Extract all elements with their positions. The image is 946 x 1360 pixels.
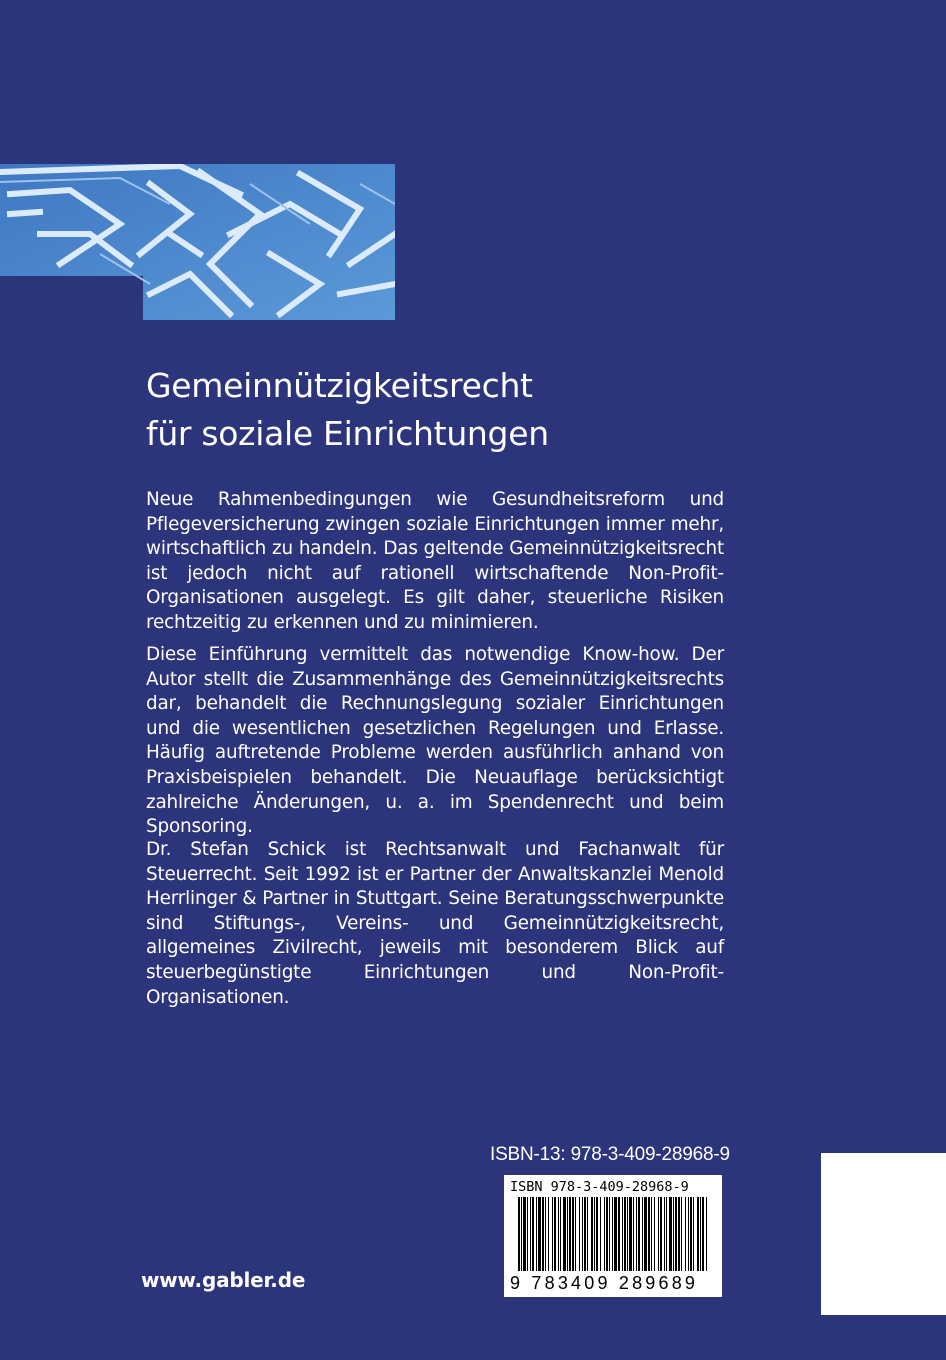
- barcode-bar: [569, 1197, 571, 1271]
- barcode-bar: [673, 1197, 674, 1271]
- barcode-bar: [636, 1197, 637, 1271]
- title-line-2: für soziale Einrichtungen: [146, 414, 549, 453]
- barcode-bar: [591, 1197, 593, 1271]
- barcode-bar: [532, 1197, 534, 1271]
- title-line-1: Gemeinnützigkeitsrecht: [146, 366, 533, 405]
- price-sticker-area: [821, 1153, 946, 1315]
- barcode-bar: [658, 1197, 659, 1271]
- publisher-website: www.gabler.de: [141, 1268, 306, 1292]
- barcode-bar: [642, 1197, 643, 1271]
- barcode-bar: [600, 1197, 601, 1271]
- barcode-bar: [648, 1197, 650, 1271]
- barcode-bar: [612, 1197, 613, 1271]
- barcode-bar: [624, 1197, 626, 1271]
- barcode-bar: [560, 1197, 561, 1271]
- barcode: [504, 1175, 722, 1297]
- barcode-bar: [527, 1197, 528, 1271]
- barcode-bar: [572, 1197, 574, 1271]
- description-paragraph-1: Neue Rahmenbedingungen wie Gesundheitsreform und Pflegeversicherung zwingen soziale Einrichtungen immer mehr, wirtschaftlich zu handeln. Das geltende Gemeinnützigkeitsrecht ist jedoch nicht auf rationell wirtschaftende Non-Profit-Organisationen ausgelegt. Es gilt daher, steuerliche Risiken rechtzeitig zu erkennen und zu minimieren.: [146, 489, 724, 633]
- description-paragraph-2: Diese Einführung vermittelt das notwendige Know-how. Der Autor stellt die Zusammenhänge des Gemeinnützigkeitsrechts dar, behandelt die Rechnungslegung sozialer Einrichtungen und die wesentlichen gesetzlichen Regelungen und Erlasse. Häufig auftretende Probleme werden ausführlich anhand von Praxisbeispielen behandelt. Die Neuauflage berücksichtigt zahlreiche Änderungen, u. a. im Spendenrecht und beim Sponsoring.: [146, 644, 724, 838]
- barcode-bar: [666, 1197, 667, 1271]
- barcode-bar: [579, 1197, 580, 1271]
- barcode-bar: [654, 1197, 655, 1271]
- barcode-bar: [690, 1197, 692, 1271]
- barcode-digits: 9 783409 289689: [510, 1273, 699, 1293]
- barcode-bar: [518, 1197, 520, 1271]
- barcode-bar: [523, 1197, 526, 1271]
- barcode-bar: [688, 1197, 689, 1271]
- barcode-bar: [678, 1197, 680, 1271]
- barcode-bar: [538, 1197, 541, 1271]
- barcode-bar: [596, 1197, 598, 1271]
- barcode-bar: [644, 1197, 647, 1271]
- maze-cover-image: [0, 164, 395, 320]
- barcode-bar: [606, 1197, 608, 1271]
- barcode-bar: [622, 1197, 623, 1271]
- barcode-bar: [681, 1197, 682, 1271]
- barcode-isbn-text: ISBN 978-3-409-28968-9: [510, 1179, 689, 1195]
- barcode-bar: [685, 1197, 686, 1271]
- barcode-bar: [633, 1197, 634, 1271]
- barcode-bar: [542, 1197, 544, 1271]
- barcode-bar: [548, 1197, 549, 1271]
- barcode-bar: [567, 1197, 568, 1271]
- isbn-label: ISBN-13: 978-3-409-28968-9: [490, 1144, 730, 1165]
- barcode-bar: [669, 1197, 672, 1271]
- barcode-bar: [664, 1197, 665, 1271]
- barcode-bar: [660, 1197, 662, 1271]
- barcode-bar: [618, 1197, 620, 1271]
- barcode-bar: [594, 1197, 595, 1271]
- barcode-bar: [706, 1197, 707, 1271]
- barcode-bar: [693, 1197, 694, 1271]
- barcode-bar: [627, 1197, 628, 1271]
- barcode-bar: [545, 1197, 546, 1271]
- barcode-bar: [629, 1197, 632, 1271]
- barcode-bar: [638, 1197, 640, 1271]
- barcode-bar: [536, 1197, 537, 1271]
- barcode-bar: [587, 1197, 588, 1271]
- barcode-bar: [700, 1197, 701, 1271]
- author-bio-paragraph: Dr. Stefan Schick ist Rechtsanwalt und Fachanwalt für Steuerrecht. Seit 1992 ist er Partner der Anwaltskanzlei Menold Herrlinger & Partner in Stuttgart. Seine Beratungsschwerpunkte sind Stiftungs-, Vereins- und Gemeinnützigkeitsrecht, allgemeines Zivilrecht, jeweils mit besonderem Blick auf steuerbegünstigte Einrichtungen und Non-Profit-Organisationen.: [146, 839, 724, 1008]
- book-title: [146, 362, 766, 458]
- barcode-bar: [575, 1197, 576, 1271]
- barcode-bar: [604, 1197, 605, 1271]
- barcode-bar: [582, 1197, 583, 1271]
- barcode-bar: [552, 1197, 553, 1271]
- barcode-bar: [614, 1197, 617, 1271]
- barcode-bar: [530, 1197, 531, 1271]
- barcode-bar: [702, 1197, 704, 1271]
- barcode-bar: [521, 1197, 522, 1271]
- barcode-bar: [651, 1197, 652, 1271]
- barcode-bar: [558, 1197, 559, 1271]
- barcode-bar: [697, 1197, 699, 1271]
- barcode-bar: [609, 1197, 610, 1271]
- barcode-bar: [554, 1197, 556, 1271]
- barcode-bar: [675, 1197, 677, 1271]
- barcode-bar: [584, 1197, 586, 1271]
- barcode-bar: [563, 1197, 566, 1271]
